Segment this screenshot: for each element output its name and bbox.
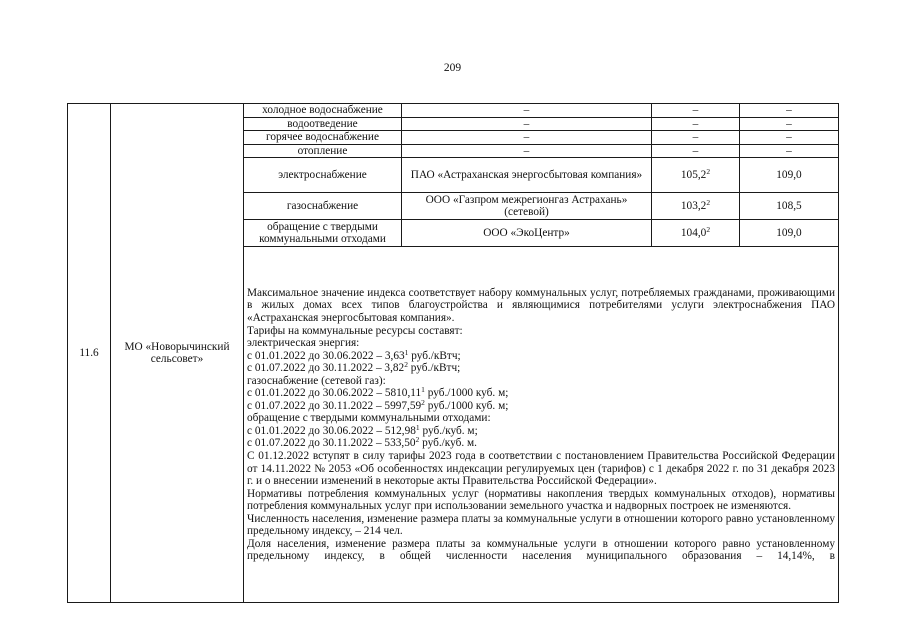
service-index-1: – [652,104,740,118]
tariff-text: с 01.01.2022 до 30.06.2022 – 3,63 [247,349,405,362]
footnote-mark: 2 [421,397,425,407]
tariff-line [247,362,835,375]
service-provider: ПАО «Астраханская энергосбытовая компания» [402,158,652,193]
service-name: обращение с твердыми коммунальными отходами [244,220,402,247]
index-value: 104,0 [680,227,707,240]
tariff-line [247,397,835,413]
paragraph: электрическая энергия: [247,337,360,350]
service-index-2: – [740,117,839,131]
page-number: 209 [443,62,462,74]
municipality-name: МО «Новорычинский сельсовет» [111,104,244,603]
service-index-1: – [652,117,740,131]
service-provider: – [402,117,652,131]
paragraph: Доля населения, изменение размера платы за коммунальные услуги в отношении которого равно установленному предельному индексу, в общей численности населения муниципального образования – 14,14%, в [247,537,835,563]
tariff-text: с 01.07.2022 до 30.11.2022 – 3,82 [247,362,405,375]
tariff-unit: руб./1000 куб. м; [424,399,509,412]
service-provider: ООО «ЭкоЦентр» [402,220,652,247]
tariff-unit: руб./1000 куб. м; [424,387,509,400]
tariff-unit: руб./кВтч; [408,349,461,362]
service-name: электроснабжение [244,158,402,193]
tariff-unit: руб./куб. м; [419,424,478,437]
tariff-text: с 01.07.2022 до 30.11.2022 – 5997,59 [247,399,422,412]
paragraph: Нормативы потребления коммунальных услуг (нормативы накопления твердых коммунальных отходов), нормативы потребления коммунальных услуг при использовании земельного участка и надворных построек не изменяются. [247,487,835,513]
footnote-mark: 1 [404,347,409,357]
service-index-2: – [740,131,839,145]
index-footnote: 2 [706,225,711,235]
index-footnote: 2 [706,198,711,208]
service-provider: – [402,144,652,158]
footnote-mark: 1 [415,422,420,432]
service-name: газоснабжение [244,193,402,220]
service-index-1 [652,158,740,193]
service-index-2: 109,0 [740,158,839,193]
tariff-table [67,103,839,603]
index-footnote: 2 [706,167,711,177]
index-value: 105,2 [680,169,707,182]
tariff-unit: руб./кВтч; [407,362,461,375]
paragraph: обращение с твердыми коммунальными отходами: [247,412,491,425]
paragraph: газоснабжение (сетевой газ): [247,374,386,387]
service-index-1 [652,193,740,220]
service-index-2: 108,5 [740,193,839,220]
paragraph: С 01.12.2022 вступят в силу тарифы 2023 года в соответствии с постановлением Правительства Российской Федерации от 14.11.2022 № 2053 «Об особенностях индексации регулируемых цен (тарифов) с 1 декабря 2022 г. по 31 декабря 2023 г. и о внесении изменений в некоторые акты Правительства Российской Федерации». [247,449,835,488]
service-index-2: – [740,144,839,158]
footnote-mark: 1 [421,385,425,395]
table-row [68,104,839,118]
paragraph: Тарифы на коммунальные ресурсы составят: [247,324,463,337]
footnote-mark: 2 [415,435,420,445]
service-provider: – [402,104,652,118]
service-index-1: – [652,144,740,158]
service-index-1: – [652,131,740,145]
tariff-text: с 01.07.2022 до 30.11.2022 – 533,50 [247,437,416,450]
service-provider: – [402,131,652,145]
service-name: холодное водоснабжение [244,104,402,118]
service-name: отопление [244,144,402,158]
service-index-1 [652,220,740,247]
service-index-2: 109,0 [740,220,839,247]
index-value: 103,2 [680,200,707,213]
tariff-line [247,422,835,438]
tariff-line [247,347,835,363]
footnote-mark: 2 [404,360,408,370]
tariff-text: с 01.01.2022 до 30.06.2022 – 5810,11 [247,387,422,400]
explanatory-text [244,247,839,603]
service-name: горячее водоснабжение [244,131,402,145]
row-number: 11.6 [68,104,111,603]
tariff-line [247,437,835,450]
service-provider: ООО «Газпром межрегионгаз Астрахань» (сетевой) [402,193,652,220]
tariff-line [247,387,835,400]
service-index-2: – [740,104,839,118]
tariff-text: с 01.01.2022 до 30.06.2022 – 512,98 [247,424,416,437]
paragraph: Численность населения, изменение размера платы за коммунальные услуги в отношении которого равно установленному предельному индексу, – 214 чел. [247,512,835,538]
tariff-unit: руб./куб. м. [419,437,477,450]
paragraph: Максимальное значение индекса соответствует набору коммунальных услуг, потребляемых гражданами, проживающими в жилых домах всех типов благоустройства и являющимися потребителями услуги электроснабжения ПАО «Астраханская энергосбытовая компания». [247,286,835,324]
service-name: водоотведение [244,117,402,131]
